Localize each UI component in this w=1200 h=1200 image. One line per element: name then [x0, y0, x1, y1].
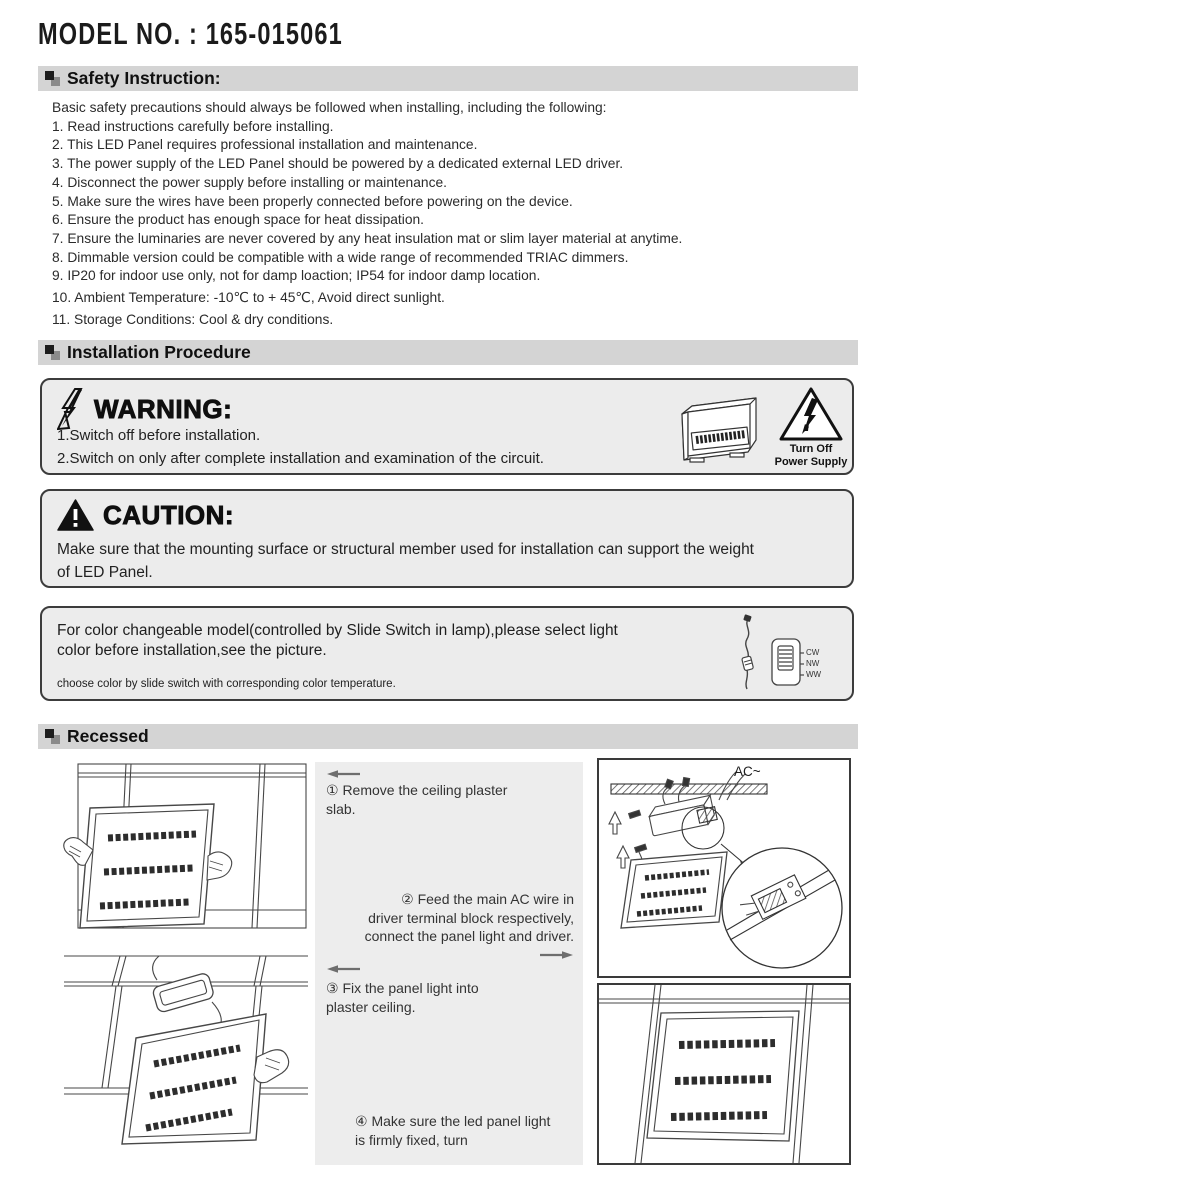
section-bullet-icon	[45, 71, 60, 86]
safety-item: 10. Ambient Temperature: -10℃ to + 45℃, Avoid direct sunlight.	[52, 290, 445, 306]
switch-option-label-nw: NW	[806, 659, 820, 668]
warning-box	[40, 378, 854, 475]
breaker-box-illustration	[672, 390, 764, 466]
safety-instructions-list	[52, 99, 852, 329]
safety-item: 5. Make sure the wires have been properly connected before powering on the device.	[52, 193, 573, 209]
color-note-line-2: color before installation,see the picture.	[57, 642, 327, 659]
safety-item: 11. Storage Conditions: Cool & dry conditions.	[52, 311, 334, 327]
caution-line-1: Make sure that the mounting surface or structural member used for installation can support the weight	[57, 541, 754, 558]
warning-line-2: 2.Switch on only after complete installation and examination of the circuit.	[57, 450, 544, 467]
caution-box	[40, 489, 854, 588]
caution-line-2: of LED Panel.	[57, 564, 153, 581]
recessed-steps-column	[315, 762, 583, 1165]
safety-item: 6. Ensure the product has enough space for heat dissipation.	[52, 212, 424, 228]
section-title-recessed: Recessed	[67, 726, 149, 746]
safety-item: 7. Ensure the luminaries are never covered by any heat insulation mat or slim layer material at anytime.	[52, 230, 683, 246]
safety-item: 8. Dimmable version could be compatible with a wide range of recommended TRIAC dimmers.	[52, 249, 629, 265]
caution-triangle-icon	[57, 499, 94, 531]
slide-switch-illustration	[734, 613, 852, 699]
caution-heading-row	[57, 499, 234, 531]
hazard-warning-group	[768, 386, 854, 468]
step-4-text: ④ Make sure the led panel light is firmly fixed, turn	[355, 1113, 551, 1148]
hazard-caption-line: Turn Off	[789, 443, 833, 455]
step-1-text: ① Remove the ceiling plaster slab.	[326, 782, 508, 817]
hazard-triangle-icon	[778, 386, 844, 442]
step-arrow-left-icon	[327, 769, 361, 779]
warning-heading-row	[57, 388, 232, 430]
step-2-text: ② Feed the main AC wire in driver terminal block respectively, connect the panel light and driver.	[364, 891, 574, 944]
step-3-text: ③ Fix the panel light into plaster ceiling.	[326, 980, 479, 1015]
safety-item: 4. Disconnect the power supply before installing or maintenance.	[52, 174, 447, 190]
safety-item: 9. IP20 for indoor use only, not for damp loaction; IP54 for indoor damp location.	[52, 268, 541, 284]
section-title-installation: Installation Procedure	[67, 342, 251, 362]
color-note-subtext: choose color by slide switch with corresponding color temperature.	[57, 678, 396, 690]
switch-option-label-ww: WW	[806, 670, 822, 679]
section-bar-safety	[38, 66, 858, 91]
warning-heading: WARNING:	[94, 393, 233, 424]
section-bullet-icon	[45, 729, 60, 744]
section-title-safety: Safety Instruction:	[67, 68, 221, 88]
safety-item: 2. This LED Panel requires professional installation and maintenance.	[52, 137, 478, 153]
installed-panel-illustration	[597, 983, 851, 1165]
section-bar-installation	[38, 340, 858, 365]
wiring-diagram-illustration	[597, 758, 851, 978]
ceiling-panel-illustration-remove-slab	[62, 760, 310, 932]
section-bullet-icon	[45, 345, 60, 360]
step-arrow-right-icon	[539, 950, 573, 960]
safety-item: 3. The power supply of the LED Panel should be powered by a dedicated external LED driver.	[52, 156, 624, 172]
color-note-line-1: For color changeable model(controlled by Slide Switch in lamp),please select light	[57, 622, 618, 639]
caution-heading: CAUTION:	[103, 499, 235, 530]
hazard-caption-line: Power Supply	[774, 456, 848, 468]
safety-item: 1. Read instructions carefully before installing.	[52, 118, 334, 134]
section-bar-recessed	[38, 724, 858, 749]
safety-intro: Basic safety precautions should always be followed when installing, including the following:	[52, 100, 607, 115]
lightning-icon	[57, 388, 85, 430]
color-note-box	[40, 606, 854, 701]
ac-label: AC~	[734, 764, 761, 779]
page-title: MODEL NO. : 165-015061	[38, 16, 343, 51]
switch-option-label-cw: CW	[806, 648, 820, 657]
step-arrow-left-icon	[327, 964, 361, 974]
ceiling-panel-illustration-fix-panel	[62, 950, 310, 1172]
warning-line-1: 1.Switch off before installation.	[57, 427, 261, 444]
